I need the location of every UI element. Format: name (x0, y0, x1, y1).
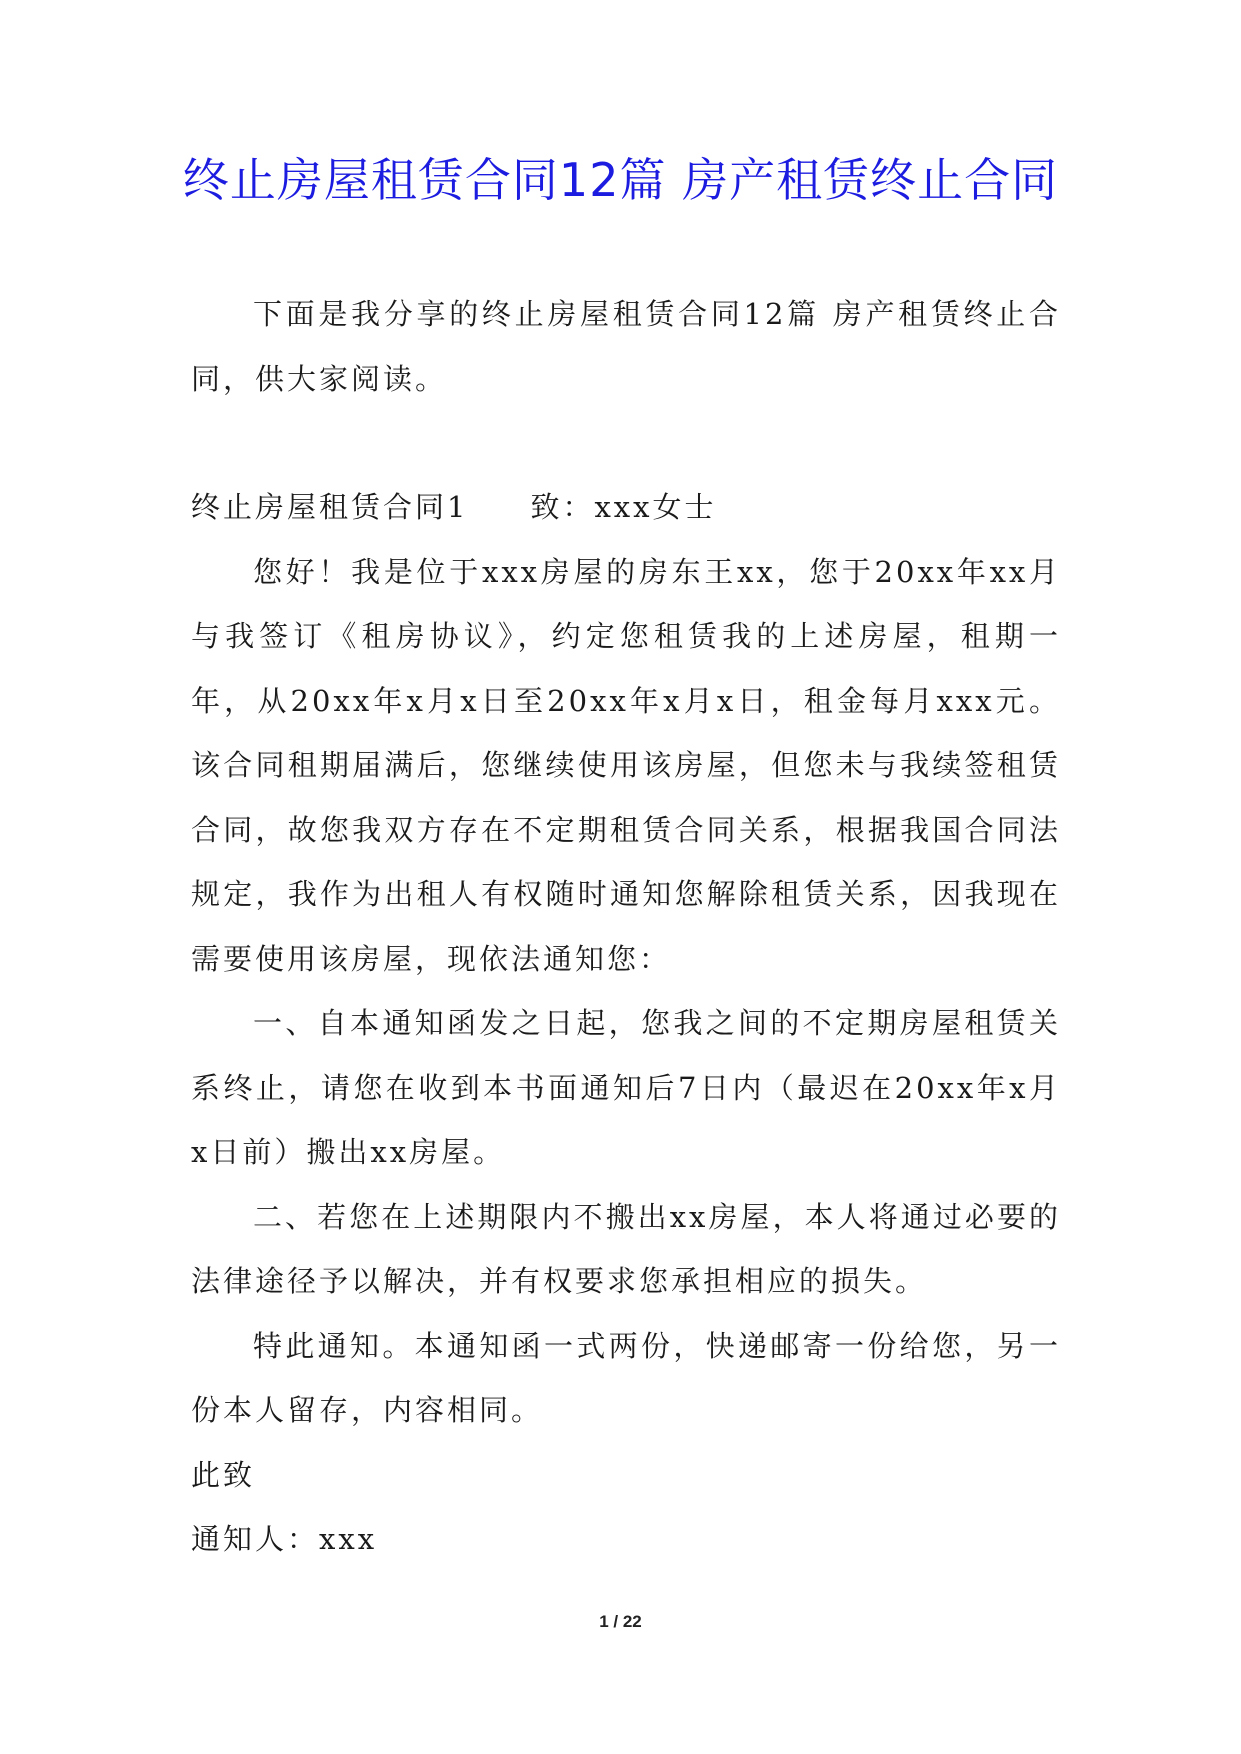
body-paragraph-clause-1: 一、自本通知函发之日起，您我之间的不定期房屋租赁关系终止，请您在收到本书面通知后7日内（最迟在20xx年x月x日前）搬出xx房屋。 (191, 1006, 1061, 1169)
body-paragraph-notice: 特此通知。本通知函一式两份，快递邮寄一份给您，另一份本人留存，内容相同。 (191, 1328, 1061, 1427)
paragraph-spacer (191, 411, 1061, 475)
document-body (191, 282, 1061, 1572)
intro-paragraph: 下面是我分享的终止房屋租赁合同12篇 房产租赁终止合同，供大家阅读。 (191, 297, 1061, 396)
section-heading-line (191, 475, 1061, 540)
body-paragraph-clause-2: 二、若您在上述期限内不搬出xx房屋，本人将通过必要的法律途径予以解决，并有权要求您承担相应的损失。 (191, 1199, 1061, 1298)
document-title: 终止房屋租赁合同12篇 房产租赁终止合同 (182, 153, 1059, 207)
signature-line: 通知人：xxx (191, 1522, 378, 1556)
closing-line: 此致 (191, 1457, 256, 1492)
page-number: 1 / 22 (599, 1612, 642, 1631)
body-paragraph-greeting: 您好！我是位于xxx房屋的房东王xx，您于20xx年xx月与我签订《租房协议》，约定您租赁我的上述房屋，租期一年，从20xx年x月x日至20xx年x月x日，租金每月xxx元。该合同租期届满后，您继续使用该房屋，但您未与我续签租赁合同，故您我双方存在不定期租赁合同关系，根据我国合同法规定，我作为出租人有权随时通知您解除租赁关系，因我现在需要使用该房屋，现依法通知您： (191, 554, 1061, 976)
addressee: 致：xxx女士 (530, 490, 717, 524)
section-heading: 终止房屋租赁合同1 (191, 490, 469, 524)
